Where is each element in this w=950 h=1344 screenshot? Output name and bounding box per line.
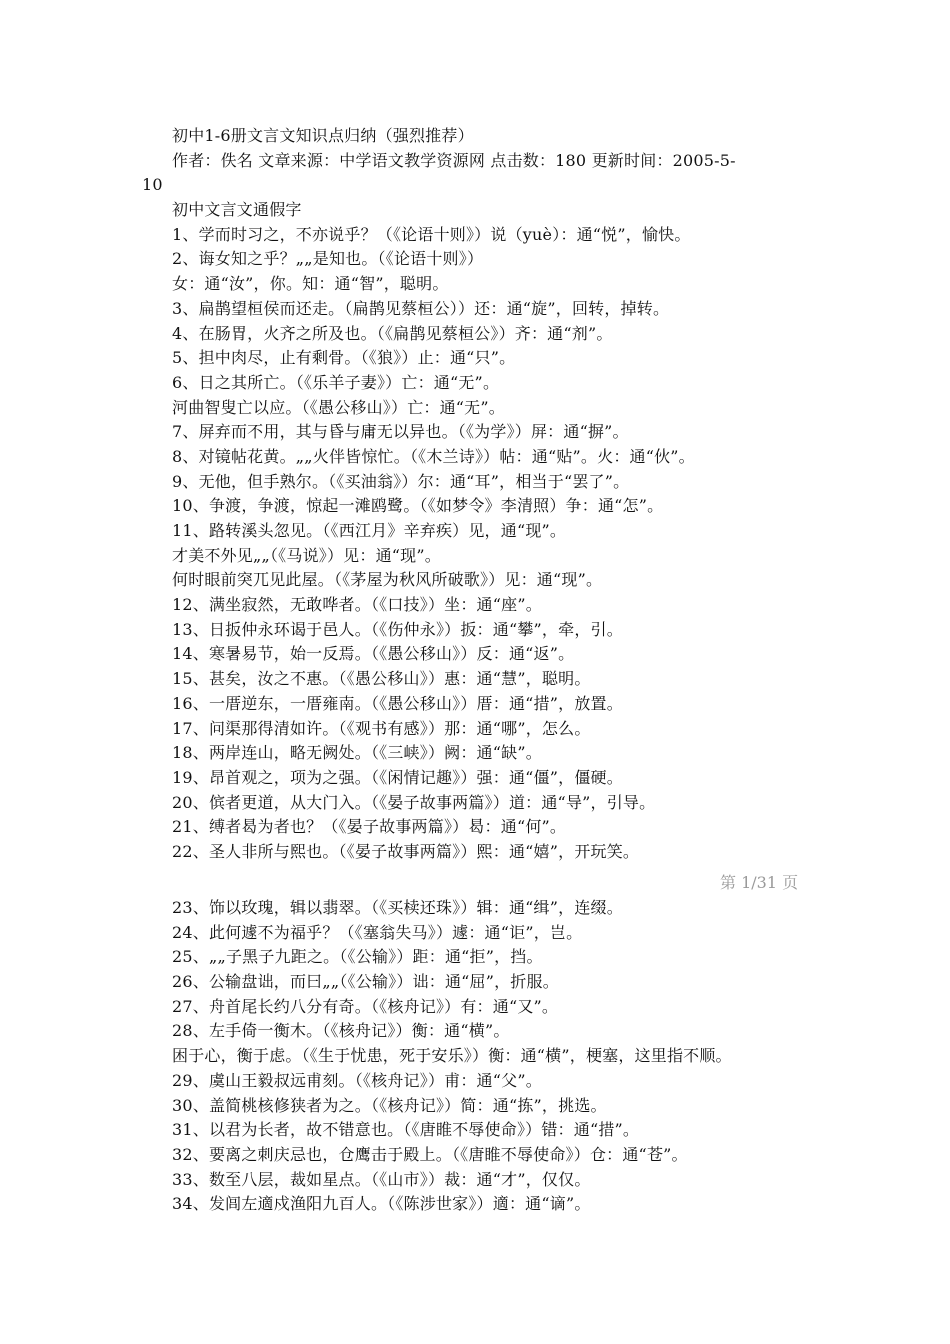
text-line: 25、„„子黑子九距之。（《公输》）距：通“拒”，挡。 xyxy=(172,947,543,967)
text-line: 11、路转溪头忽见。（《西江月》辛弃疾）见，通“现”。 xyxy=(172,521,567,540)
document-body-top xyxy=(142,124,810,865)
text-line: 才美不外见„„（《马说》）见：通“现”。 xyxy=(172,545,441,565)
text-line: 4、在肠胃，火齐之所及也。（《扁鹊见蔡桓公》）齐：通“剂”。 xyxy=(172,323,613,343)
text-line: 32、要离之刺庆忌也，仓鹰击于殿上。（《唐睢不辱使命》）仓：通“苍”。 xyxy=(172,1144,688,1164)
text-line: 18、两岸连山，略无阙处。（《三峡》）阙：通“缺”。 xyxy=(172,743,542,763)
text-line: 16、一厝逆东，一厝雍南。（《愚公移山》）厝：通“措”，放置。 xyxy=(172,693,623,713)
text-line: 1、学而时习之，不亦说乎？（《论语十则》）说（yuè）：通“悦”，愉快。 xyxy=(172,224,691,244)
text-line: 5、担中肉尽，止有剩骨。（《狼》）止：通“只”。 xyxy=(172,348,516,368)
document-title: 初中1-6册文言文知识点归纳（强烈推荐） xyxy=(172,126,474,145)
text-line: 29、虞山王毅叔远甫刻。（《核舟记》）甫：通“父”。 xyxy=(172,1070,542,1090)
text-line: 6、日之其所亡。（《乐羊子妻》）亡：通“无”。 xyxy=(172,372,500,392)
text-line: 33、数至八层，裁如星点。（《山市》）裁：通“才”，仅仅。 xyxy=(172,1169,591,1189)
text-line: 20、傧者更道，从大门入。（《晏子故事两篇》）道：通“导”，引导。 xyxy=(172,792,656,812)
page-number: 第 1/31 页 xyxy=(720,873,799,892)
text-line: 女：通“汝”，你。知：通“智”，聪明。 xyxy=(172,274,449,294)
text-line: 7、屏弃而不用，其与昏与庸无以异也。（《为学》）屏：通“摒”。 xyxy=(172,422,629,442)
text-line: 34、发闾左適戍渔阳九百人。（《陈涉世家》）適：通“谪”。 xyxy=(172,1194,591,1214)
document-meta: 作者：佚名 文章来源：中学语文教学资源网 点击数：180 更新时间：2005-5- xyxy=(172,150,736,170)
text-line: 28、左手倚一衡木。（《核舟记》）衡：通“横”。 xyxy=(172,1021,510,1041)
text-line: 23、饰以玫瑰，辑以翡翠。（《买椟还珠》）辑：通“缉”，连缀。 xyxy=(172,898,623,917)
text-line: 8、对镜帖花黄。„„火伴皆惊忙。（《木兰诗》）帖：通“贴”。火：通“伙”。 xyxy=(172,446,695,466)
text-line: 9、无他，但手熟尔。（《买油翁》）尔：通“耳”，相当于“罢了”。 xyxy=(172,471,630,491)
text-line: 3、扁鹊望桓侯而还走。（扁鹊见蔡桓公））还：通“旋”，回转，掉转。 xyxy=(172,298,670,318)
text-line: 17、问渠那得清如许。（《观书有感》）那：通“哪”，怎么。 xyxy=(172,718,591,738)
text-line: 24、此何遽不为福乎？（《塞翁失马》）遽：通“讵”，岂。 xyxy=(172,922,583,942)
text-line: 31、以君为长者，故不错意也。（《唐睢不辱使命》）错：通“措”。 xyxy=(172,1120,640,1140)
document-meta-wrap: 10 xyxy=(142,175,163,195)
text-line: 26、公输盘诎，而曰„„（《公输》）诎：通“屈”，折服。 xyxy=(172,972,559,992)
text-line: 30、盖简桃核修狭者为之。（《核舟记》）简：通“拣”，挑选。 xyxy=(172,1095,607,1115)
text-lines-top xyxy=(142,223,810,865)
text-line: 10、争渡，争渡，惊起一滩鸥鹭。（《如梦令》李清照）争：通“怎”。 xyxy=(172,496,664,516)
text-line: 河曲智叟亡以应。（《愚公移山》）亡：通“无”。 xyxy=(172,397,505,417)
text-line: 何时眼前突兀见此屋。（《茅屋为秋风所破歌》）见：通“现”。 xyxy=(172,570,603,590)
text-lines-bottom xyxy=(142,896,810,1217)
text-line: 15、甚矣，汝之不惠。（《愚公移山》）惠：通“慧”，聪明。 xyxy=(172,669,591,689)
text-line: 14、寒暑易节，始一反焉。（《愚公移山》）反：通“返”。 xyxy=(172,644,575,664)
text-line: 27、舟首尾长约八分有奇。（《核舟记》）有：通“又”。 xyxy=(172,996,559,1016)
text-line: 21、缚者曷为者也？（《晏子故事两篇》）曷：通“何”。 xyxy=(172,817,567,837)
section-title: 初中文言文通假字 xyxy=(172,200,302,220)
document-body-bottom xyxy=(142,896,810,1217)
text-line: 19、昂首观之，项为之强。（《闲情记趣》）强：通“僵”，僵硬。 xyxy=(172,767,623,787)
text-line: 22、圣人非所与熙也。（《晏子故事两篇》）熙：通“嬉”，开玩笑。 xyxy=(172,841,640,861)
text-line: 13、日扳仲永环谒于邑人。（《伤仲永》）扳：通“攀”，牵，引。 xyxy=(172,619,623,639)
text-line: 2、诲女知之乎？„„是知也。（《论语十则》） xyxy=(172,249,484,269)
text-line: 12、满坐寂然，无敢哗者。（《口技》）坐：通“座”。 xyxy=(172,595,542,615)
text-line: 困于心，衡于虑。（《生于忧患，死于安乐》）衡：通“横”，梗塞，这里指不顺。 xyxy=(172,1046,732,1066)
